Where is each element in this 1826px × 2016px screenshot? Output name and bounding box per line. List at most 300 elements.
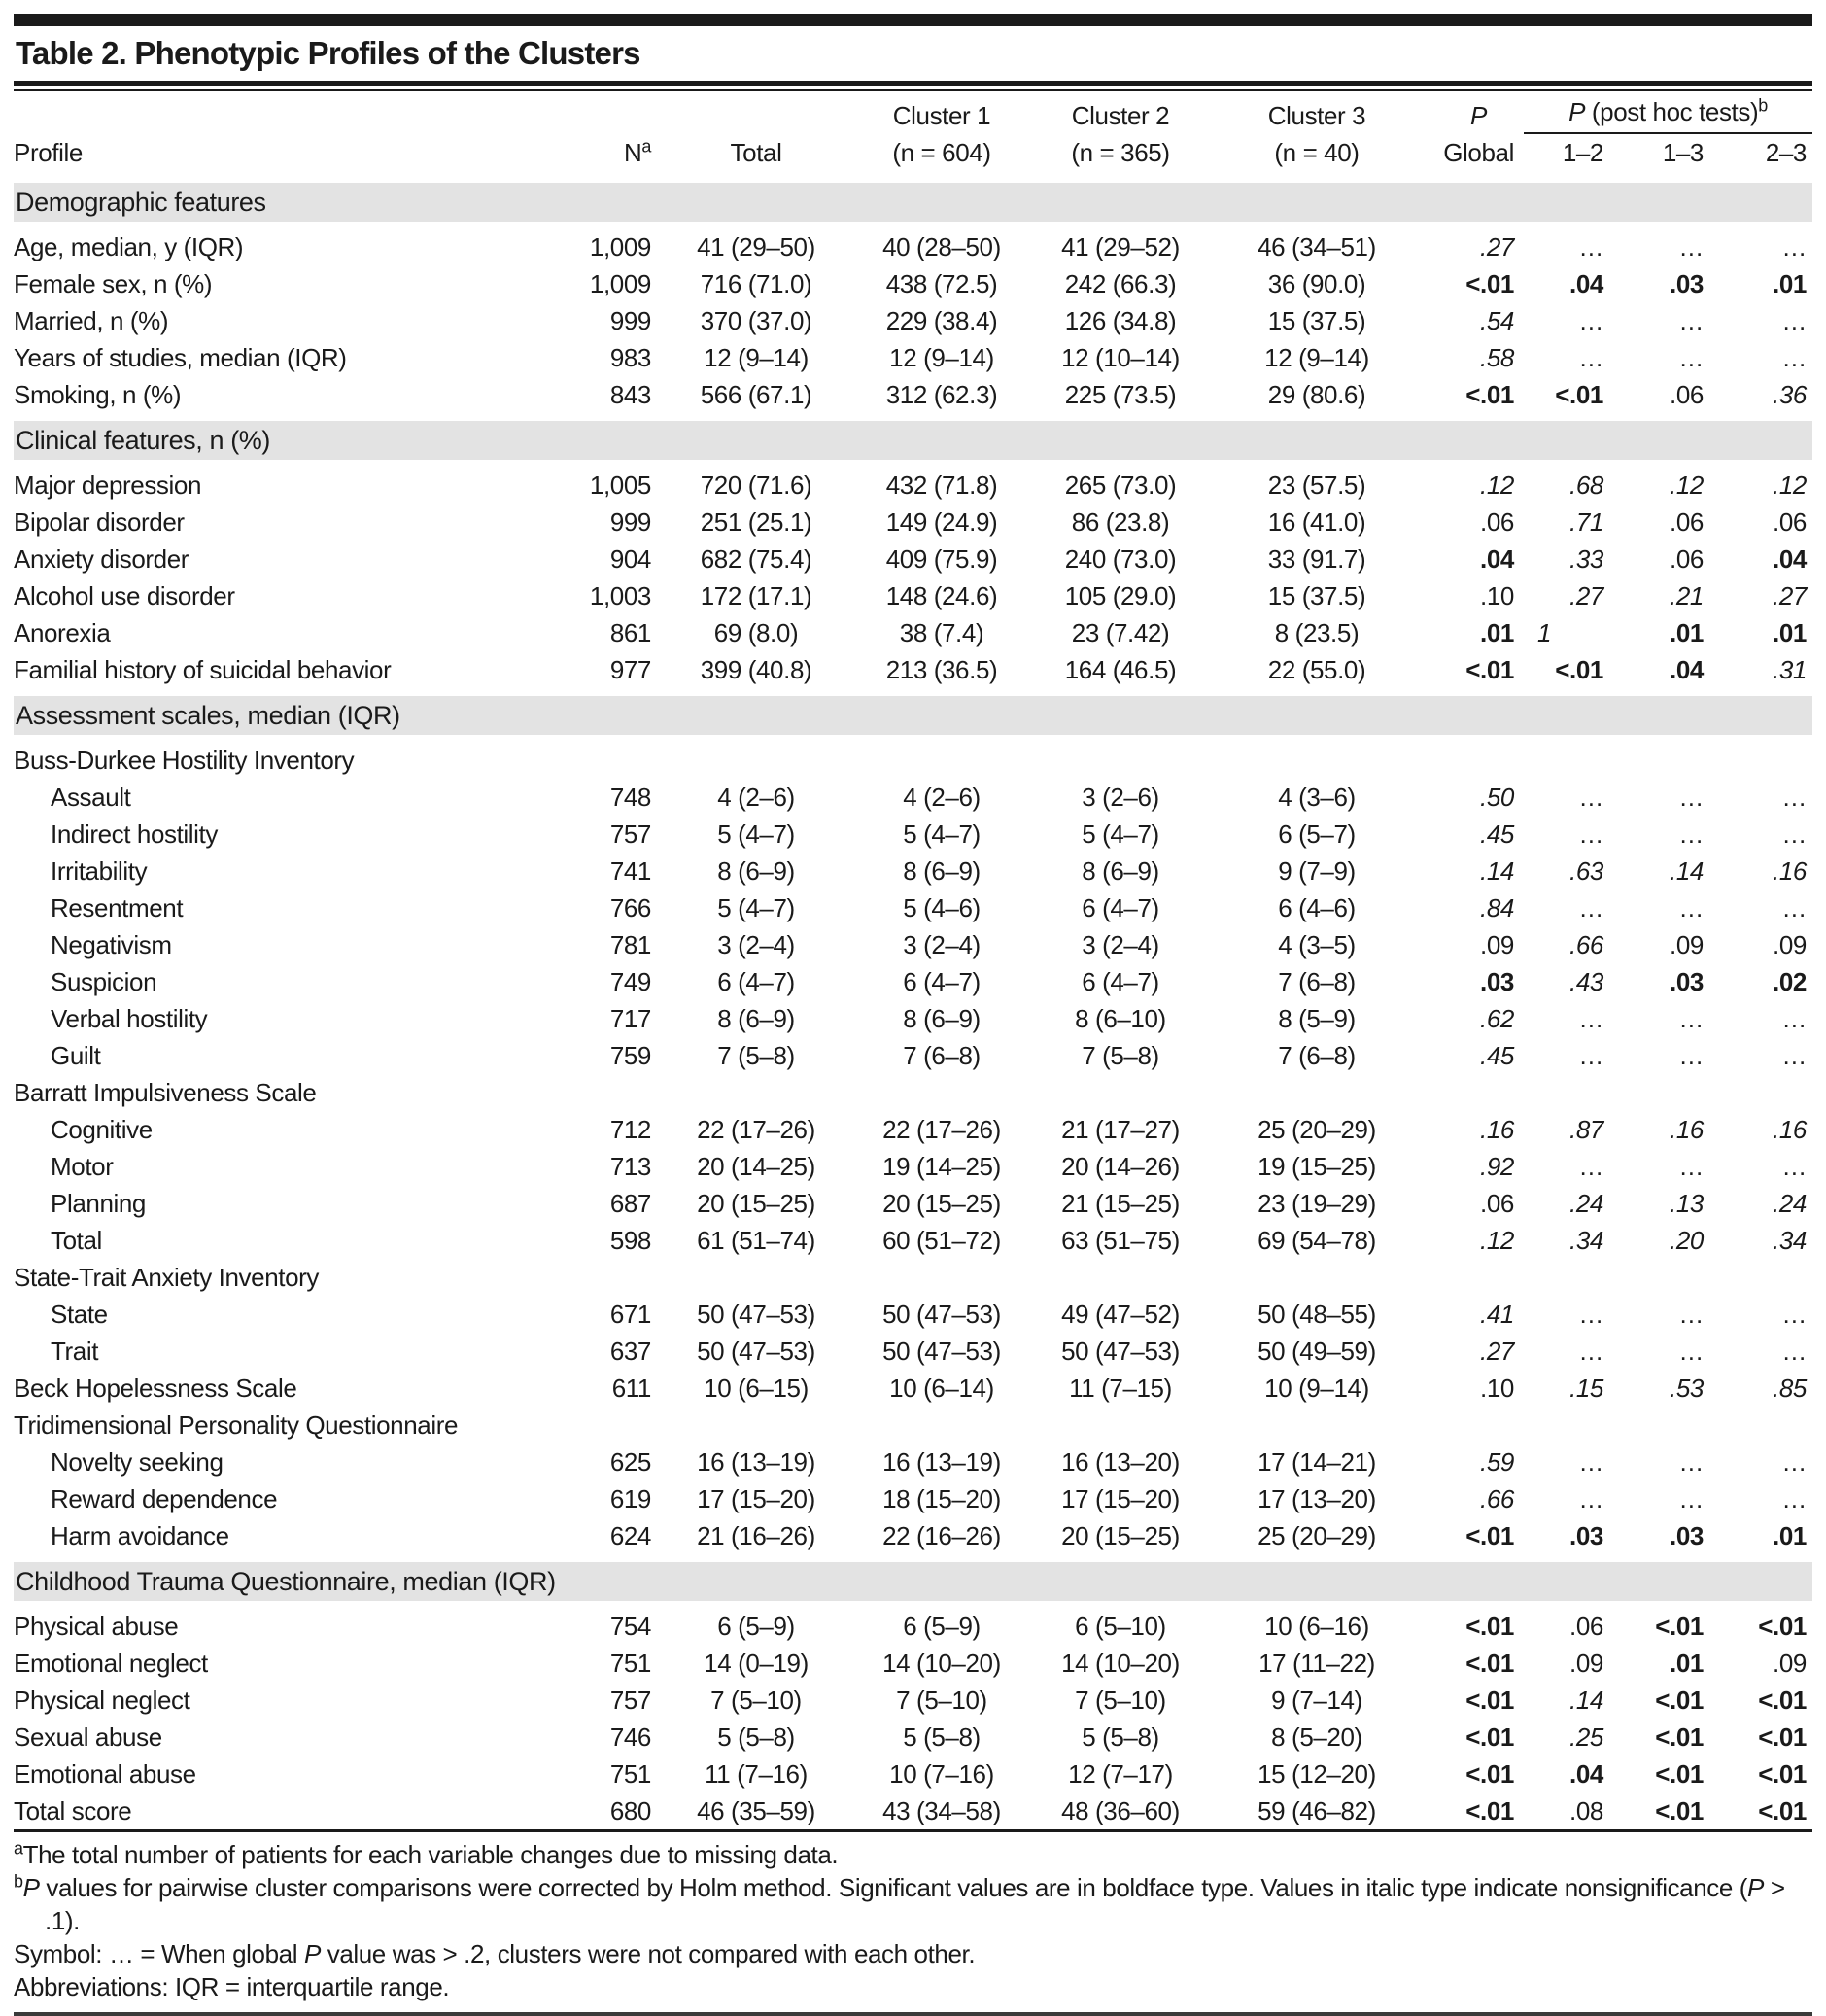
table-row <box>14 1185 1812 1222</box>
c2-cell: 48 (36–60) <box>1028 1792 1213 1831</box>
n-cell: 757 <box>609 1686 651 1715</box>
n-cell: 983 <box>609 343 651 372</box>
c1-cell: 38 (7.4) <box>899 618 984 647</box>
p13-cell: .16 <box>1670 1115 1704 1144</box>
total-cell: 11 (7–16) <box>705 1759 808 1789</box>
c3-cell: 36 (90.0) <box>1267 269 1366 298</box>
n-cell: 598 <box>609 1226 651 1255</box>
footnote-marker: a <box>14 1838 23 1859</box>
p13-cell: .06 <box>1670 507 1704 537</box>
p12-cell <box>1524 1259 1613 1296</box>
profile-cell: Assault <box>51 782 131 812</box>
c2-cell: 5 (5–8) <box>1082 1722 1159 1752</box>
n-cell: 1,003 <box>589 581 651 610</box>
table-title: Table 2. Phenotypic Profiles of the Clusters <box>16 35 640 71</box>
table-row <box>14 1222 1812 1259</box>
pg-cell: <.01 <box>1421 1792 1524 1831</box>
pg-cell: .09 <box>1480 930 1514 959</box>
c3-cell: 50 (49–59) <box>1258 1337 1376 1366</box>
profile-cell: Guilt <box>51 1041 101 1070</box>
profile-cell: Alcohol use disorder <box>14 581 235 610</box>
p12-cell: … <box>1578 782 1603 812</box>
c3-cell: 8 (23.5) <box>1274 618 1360 647</box>
p12-cell: .43 <box>1569 967 1603 996</box>
c1-cell <box>855 1407 1028 1443</box>
c2-cell: 5 (4–7) <box>1082 819 1159 849</box>
p23-cell: … <box>1781 782 1807 812</box>
p23-cell: .85 <box>1773 1373 1807 1403</box>
p12-cell: .15 <box>1569 1373 1603 1403</box>
pg-cell: .84 <box>1480 893 1514 922</box>
p23-cell: .01 <box>1773 1521 1807 1550</box>
n-cell: 713 <box>609 1152 651 1181</box>
profile-cell: Physical abuse <box>14 1612 179 1641</box>
pg-cell: <.01 <box>1465 1686 1514 1715</box>
p12-cell: … <box>1578 893 1603 922</box>
p13-cell: .13 <box>1670 1189 1704 1218</box>
c3-cell: 15 (12–20) <box>1258 1759 1376 1789</box>
p23-cell: <.01 <box>1758 1612 1807 1641</box>
profile-cell: Smoking, n (%) <box>14 380 182 409</box>
table-row <box>14 1148 1812 1185</box>
profile-cell: Trait <box>51 1337 99 1366</box>
p23-cell: .06 <box>1773 507 1807 537</box>
p23-cell <box>1713 739 1812 780</box>
total-cell <box>657 1407 855 1443</box>
pg-cell: .10 <box>1480 581 1514 610</box>
c3-cell <box>1213 739 1421 780</box>
c2-cell <box>1028 1074 1213 1111</box>
c3-cell: 7 (6–8) <box>1278 1041 1356 1070</box>
p23-cell: <.01 <box>1758 1686 1807 1715</box>
c3-cell <box>1213 1074 1421 1111</box>
n-cell: 680 <box>423 1792 657 1831</box>
c1-cell: 22 (17–26) <box>882 1115 1001 1144</box>
footnote-marker: b <box>14 1871 23 1892</box>
total-cell <box>657 739 855 780</box>
total-cell: 14 (0–19) <box>704 1649 809 1678</box>
pg-cell: .04 <box>1480 544 1514 574</box>
p12-cell: .27 <box>1569 581 1603 610</box>
c3-cell: 25 (20–29) <box>1258 1115 1376 1144</box>
col-header-cluster1: Cluster 1 (n = 604) <box>855 93 1028 179</box>
c3-cell: 10 (9–14) <box>1264 1373 1369 1403</box>
c3-cell: 17 (14–21) <box>1258 1447 1376 1477</box>
p12-cell: … <box>1578 1484 1603 1513</box>
n-cell: 746 <box>609 1722 651 1752</box>
pg-cell: .12 <box>1480 470 1514 500</box>
p13-cell: .06 <box>1670 544 1704 574</box>
c3-cell: 46 (34–51) <box>1258 232 1376 261</box>
n-cell: 751 <box>609 1649 651 1678</box>
c2-cell: 86 (23.8) <box>1071 507 1170 537</box>
c1-cell: 3 (2–4) <box>903 930 981 959</box>
c2-cell: 6 (5–10) <box>1075 1612 1166 1641</box>
footnote-text: value was > .2, clusters were not compared with each other. <box>320 1939 976 1968</box>
total-cell: 682 (75.4) <box>700 544 812 574</box>
pg-cell: .14 <box>1480 856 1514 886</box>
profile-cell: Years of studies, median (IQR) <box>14 343 347 372</box>
profile-cell: Age, median, y (IQR) <box>14 232 244 261</box>
table-row <box>14 1443 1812 1480</box>
pg-cell: <.01 <box>1465 269 1514 298</box>
pg-cell <box>1421 1407 1524 1443</box>
profile-cell: Married, n (%) <box>14 306 169 335</box>
p13-cell: … <box>1678 782 1704 812</box>
n-cell <box>423 739 657 780</box>
profile-cell: Planning <box>51 1189 146 1218</box>
profile-cell: Cognitive <box>51 1115 153 1144</box>
p23-cell: <.01 <box>1758 1722 1807 1752</box>
col-header-posthoc: P (post hoc tests)$^b$ <box>1524 93 1812 133</box>
c2-cell: 126 (34.8) <box>1064 306 1177 335</box>
p12-cell: .33 <box>1569 544 1603 574</box>
c2-cell: 20 (15–25) <box>1061 1521 1180 1550</box>
total-cell: 12 (9–14) <box>704 343 809 372</box>
table-row <box>14 816 1812 852</box>
p23-cell: … <box>1781 819 1807 849</box>
col-header-cluster2: Cluster 2 (n = 365) <box>1028 93 1213 179</box>
p23-cell: … <box>1781 232 1807 261</box>
c1-cell: 43 (34–58) <box>855 1792 1028 1831</box>
c2-cell: 3 (2–4) <box>1082 930 1159 959</box>
col-header-cluster3: Cluster 3 (n = 40) <box>1213 93 1421 179</box>
p12-cell: .04 <box>1569 1759 1603 1789</box>
table-row <box>14 889 1812 926</box>
c1-cell <box>855 1074 1028 1111</box>
p13-cell: … <box>1678 1484 1704 1513</box>
p23-cell <box>1713 1259 1812 1296</box>
section-label: Demographic features <box>14 179 1812 226</box>
n-cell: 757 <box>609 819 651 849</box>
p13-cell: .03 <box>1670 967 1704 996</box>
p23-cell: … <box>1781 343 1807 372</box>
p13-cell: .01 <box>1670 618 1704 647</box>
p12-cell: .34 <box>1569 1226 1603 1255</box>
n-cell: 619 <box>609 1484 651 1513</box>
c1-cell: 438 (72.5) <box>885 269 998 298</box>
profile-cell: Emotional abuse <box>14 1759 196 1789</box>
col-header-profile: Profile <box>14 93 423 179</box>
profile-cell: Indirect hostility <box>51 819 218 849</box>
pg-cell: <.01 <box>1465 1612 1514 1641</box>
pg-cell: <.01 <box>1465 1649 1514 1678</box>
pg-cell: .01 <box>1480 618 1514 647</box>
c3-cell: 15 (37.5) <box>1267 306 1366 335</box>
total-cell: 8 (6–9) <box>717 856 795 886</box>
c1-cell: 149 (24.9) <box>885 507 998 537</box>
p12-cell: .25 <box>1569 1722 1603 1752</box>
p12-cell: .08 <box>1524 1792 1613 1831</box>
table-row <box>14 1605 1812 1646</box>
p12-cell: .63 <box>1569 856 1603 886</box>
n-cell <box>423 1259 657 1296</box>
p12-cell: .14 <box>1569 1686 1603 1715</box>
c2-cell: 12 (10–14) <box>1061 343 1180 372</box>
c2-cell: 7 (5–8) <box>1082 1041 1159 1070</box>
p23-cell: .36 <box>1773 380 1807 409</box>
p13-cell: .53 <box>1670 1373 1704 1403</box>
profile-cell: Motor <box>51 1152 114 1181</box>
p13-cell <box>1613 1259 1713 1296</box>
p23-cell: .24 <box>1773 1189 1807 1218</box>
table-row <box>14 376 1812 417</box>
n-cell: 1,009 <box>589 269 651 298</box>
pg-cell: .41 <box>1480 1300 1514 1329</box>
p12-cell: … <box>1578 1447 1603 1477</box>
footnotes <box>14 1838 1812 2003</box>
c2-cell: 240 (73.0) <box>1064 544 1177 574</box>
footnote-text: P <box>303 1939 321 1968</box>
c2-cell: 6 (4–7) <box>1082 967 1159 996</box>
profile-cell: Novelty seeking <box>51 1447 224 1477</box>
pg-cell: .58 <box>1480 343 1514 372</box>
n-cell: 671 <box>609 1300 651 1329</box>
n-cell: 637 <box>609 1337 651 1366</box>
total-cell: 7 (5–8) <box>717 1041 795 1070</box>
total-cell: 720 (71.6) <box>700 470 812 500</box>
p13-cell: … <box>1678 1300 1704 1329</box>
p23-cell: … <box>1781 1300 1807 1329</box>
table-row <box>14 1111 1812 1148</box>
total-cell: 10 (6–15) <box>704 1373 809 1403</box>
bottom-rule <box>14 2012 1812 2016</box>
total-cell: 566 (67.1) <box>700 380 812 409</box>
total-cell: 5 (4–7) <box>717 819 795 849</box>
p12-cell: .04 <box>1569 269 1603 298</box>
c1-cell: 7 (5–10) <box>896 1686 987 1715</box>
pg-cell: <.01 <box>1465 380 1514 409</box>
n-cell: 611 <box>611 1373 651 1403</box>
total-cell: 16 (13–19) <box>697 1447 815 1477</box>
p23-cell: … <box>1781 306 1807 335</box>
c3-cell: 22 (55.0) <box>1267 655 1366 684</box>
profile-cell: Suspicion <box>51 967 157 996</box>
top-rule <box>14 14 1812 26</box>
table-row <box>14 651 1812 692</box>
footnote-text: P <box>1747 1873 1764 1902</box>
profile-cell: Familial history of suicidal behavior <box>14 655 392 684</box>
footnote-text: Symbol: … = When global <box>14 1939 304 1968</box>
col-header-2-3: 2–3 <box>1713 133 1812 179</box>
col-header-p-global: P Global <box>1421 93 1524 179</box>
p12-cell <box>1524 1074 1613 1111</box>
n-cell: 759 <box>609 1041 651 1070</box>
table-row <box>14 1517 1812 1558</box>
p12-cell: .03 <box>1569 1521 1603 1550</box>
total-cell: 172 (17.1) <box>700 581 812 610</box>
p23-cell: .16 <box>1773 1115 1807 1144</box>
p12-cell: <.01 <box>1555 655 1603 684</box>
c1-cell: 14 (10–20) <box>882 1649 1001 1678</box>
footnote <box>14 1970 1812 2003</box>
profile-cell: Irritability <box>51 856 148 886</box>
section-label: Assessment scales, median (IQR) <box>14 692 1812 739</box>
pg-cell: <.01 <box>1465 1759 1514 1789</box>
p13-cell: .03 <box>1670 1521 1704 1550</box>
subhead-row <box>14 1259 1812 1296</box>
c1-cell: 22 (16–26) <box>882 1521 1001 1550</box>
p23-cell <box>1713 1407 1812 1443</box>
table-row <box>14 1682 1812 1719</box>
pg-cell: .27 <box>1480 232 1514 261</box>
total-cell: 69 (8.0) <box>713 618 799 647</box>
profile-cell: Emotional neglect <box>14 1649 208 1678</box>
total-cell: 50 (47–53) <box>697 1300 815 1329</box>
profile-cell: Major depression <box>14 470 202 500</box>
p12-cell: … <box>1578 1337 1603 1366</box>
c3-cell: 17 (13–20) <box>1258 1484 1376 1513</box>
p23-cell: <.01 <box>1713 1792 1812 1831</box>
c3-cell: 23 (19–29) <box>1258 1189 1376 1218</box>
pg-cell: .06 <box>1480 1189 1514 1218</box>
c1-cell: 12 (9–14) <box>889 343 994 372</box>
p13-cell: … <box>1678 1041 1704 1070</box>
n-cell: 999 <box>609 507 651 537</box>
p13-cell: … <box>1678 343 1704 372</box>
c3-cell: 4 (3–5) <box>1278 930 1356 959</box>
profile-cell: State <box>51 1300 108 1329</box>
table-row <box>14 1755 1812 1792</box>
total-cell: 5 (5–8) <box>717 1722 795 1752</box>
c2-cell: 225 (73.5) <box>1064 380 1177 409</box>
col-header-total: Total <box>657 93 855 179</box>
c1-cell: 19 (14–25) <box>882 1152 1001 1181</box>
table-row <box>14 1480 1812 1517</box>
total-cell: 20 (14–25) <box>697 1152 815 1181</box>
footnote-text: > .1). <box>45 1873 1785 1935</box>
p12-cell: … <box>1578 1041 1603 1070</box>
p13-cell <box>1613 1074 1713 1111</box>
p13-cell: .21 <box>1670 581 1704 610</box>
p23-cell: … <box>1781 1041 1807 1070</box>
p23-cell: .01 <box>1773 269 1807 298</box>
footnote-text: P <box>22 1873 40 1902</box>
table-row <box>14 540 1812 577</box>
pg-cell: <.01 <box>1465 655 1514 684</box>
p12-cell: .06 <box>1569 1612 1603 1641</box>
table-row <box>14 963 1812 1000</box>
total-cell: 20 (15–25) <box>697 1189 815 1218</box>
n-cell: 999 <box>609 306 651 335</box>
pg-cell: .45 <box>1480 1041 1514 1070</box>
c3-cell: 12 (9–14) <box>1264 343 1369 372</box>
header-row-1 <box>14 93 1812 133</box>
pg-cell: .50 <box>1480 782 1514 812</box>
c2-cell: 242 (66.3) <box>1064 269 1177 298</box>
pg-cell <box>1421 1259 1524 1296</box>
total-cell: 8 (6–9) <box>717 1004 795 1033</box>
n-cell: 687 <box>609 1189 651 1218</box>
p23-cell: .31 <box>1773 655 1807 684</box>
c1-cell <box>855 1259 1028 1296</box>
pg-cell: .10 <box>1480 1373 1514 1403</box>
n-cell: 749 <box>609 967 651 996</box>
table-header <box>14 93 1812 179</box>
total-cell: 4 (2–6) <box>717 782 795 812</box>
total-cell: 21 (16–26) <box>697 1521 815 1550</box>
p12-cell: .66 <box>1569 930 1603 959</box>
p23-cell: .04 <box>1773 544 1807 574</box>
p13-cell: .09 <box>1670 930 1704 959</box>
table-row <box>14 464 1812 504</box>
table-row <box>14 1037 1812 1074</box>
p12-cell <box>1524 1407 1613 1443</box>
c2-cell: 20 (14–26) <box>1061 1152 1180 1181</box>
c1-cell: 18 (15–20) <box>882 1484 1001 1513</box>
p23-cell: .02 <box>1773 967 1807 996</box>
c2-cell: 8 (6–10) <box>1075 1004 1166 1033</box>
total-cell: 6 (5–9) <box>717 1612 795 1641</box>
total-cell: 3 (2–4) <box>717 930 795 959</box>
pg-cell <box>1421 739 1524 780</box>
pg-cell: <.01 <box>1465 1722 1514 1752</box>
p12-cell: .09 <box>1569 1649 1603 1678</box>
c1-cell: 20 (15–25) <box>882 1189 1001 1218</box>
section-label: Clinical features, n (%) <box>14 417 1812 464</box>
n-cell: 766 <box>609 893 651 922</box>
pg-cell: .12 <box>1480 1226 1514 1255</box>
total-cell: 50 (47–53) <box>697 1337 815 1366</box>
c2-cell <box>1028 739 1213 780</box>
c3-cell <box>1213 1407 1421 1443</box>
c3-cell: 16 (41.0) <box>1267 507 1366 537</box>
c1-cell: 8 (6–9) <box>903 1004 981 1033</box>
table-row <box>14 1333 1812 1370</box>
c1-cell: 40 (28–50) <box>882 232 1001 261</box>
p12-cell: .68 <box>1569 470 1603 500</box>
n-cell: 904 <box>609 544 651 574</box>
c3-cell: 7 (6–8) <box>1278 967 1356 996</box>
c2-cell: 41 (29–52) <box>1061 232 1180 261</box>
n-cell: 751 <box>609 1759 651 1789</box>
c1-cell: 6 (5–9) <box>903 1612 981 1641</box>
pg-cell <box>1421 1074 1524 1111</box>
pg-cell: .54 <box>1480 306 1514 335</box>
table-row <box>14 852 1812 889</box>
p12-cell: .24 <box>1569 1189 1603 1218</box>
p13-cell: … <box>1678 232 1704 261</box>
p13-cell: … <box>1678 1447 1704 1477</box>
p13-cell: <.01 <box>1655 1722 1704 1752</box>
c1-cell: 409 (75.9) <box>885 544 998 574</box>
c2-cell: 11 (7–15) <box>1069 1373 1172 1403</box>
table-row <box>14 226 1812 266</box>
section-row <box>14 692 1812 739</box>
c1-cell: 8 (6–9) <box>903 856 981 886</box>
n-cell <box>423 1407 657 1443</box>
n-cell: 625 <box>609 1447 651 1477</box>
profile-cell: Verbal hostility <box>51 1004 208 1033</box>
c1-cell: 213 (36.5) <box>885 655 998 684</box>
c2-cell: 21 (17–27) <box>1061 1115 1180 1144</box>
total-cell: 61 (51–74) <box>697 1226 815 1255</box>
table-row <box>14 926 1812 963</box>
c1-cell: 4 (2–6) <box>903 782 981 812</box>
c3-cell: 15 (37.5) <box>1267 581 1366 610</box>
n-cell: 861 <box>609 618 651 647</box>
subhead-row <box>14 739 1812 780</box>
c2-cell: 265 (73.0) <box>1064 470 1177 500</box>
c2-cell: 3 (2–6) <box>1082 782 1159 812</box>
section-row <box>14 417 1812 464</box>
p13-cell: .03 <box>1670 269 1704 298</box>
c3-cell: 9 (7–14) <box>1271 1686 1362 1715</box>
c2-cell: 23 (7.42) <box>1071 618 1170 647</box>
p12-cell: … <box>1578 819 1603 849</box>
n-cell: 754 <box>609 1612 651 1641</box>
profile-cell: Harm avoidance <box>51 1521 229 1550</box>
